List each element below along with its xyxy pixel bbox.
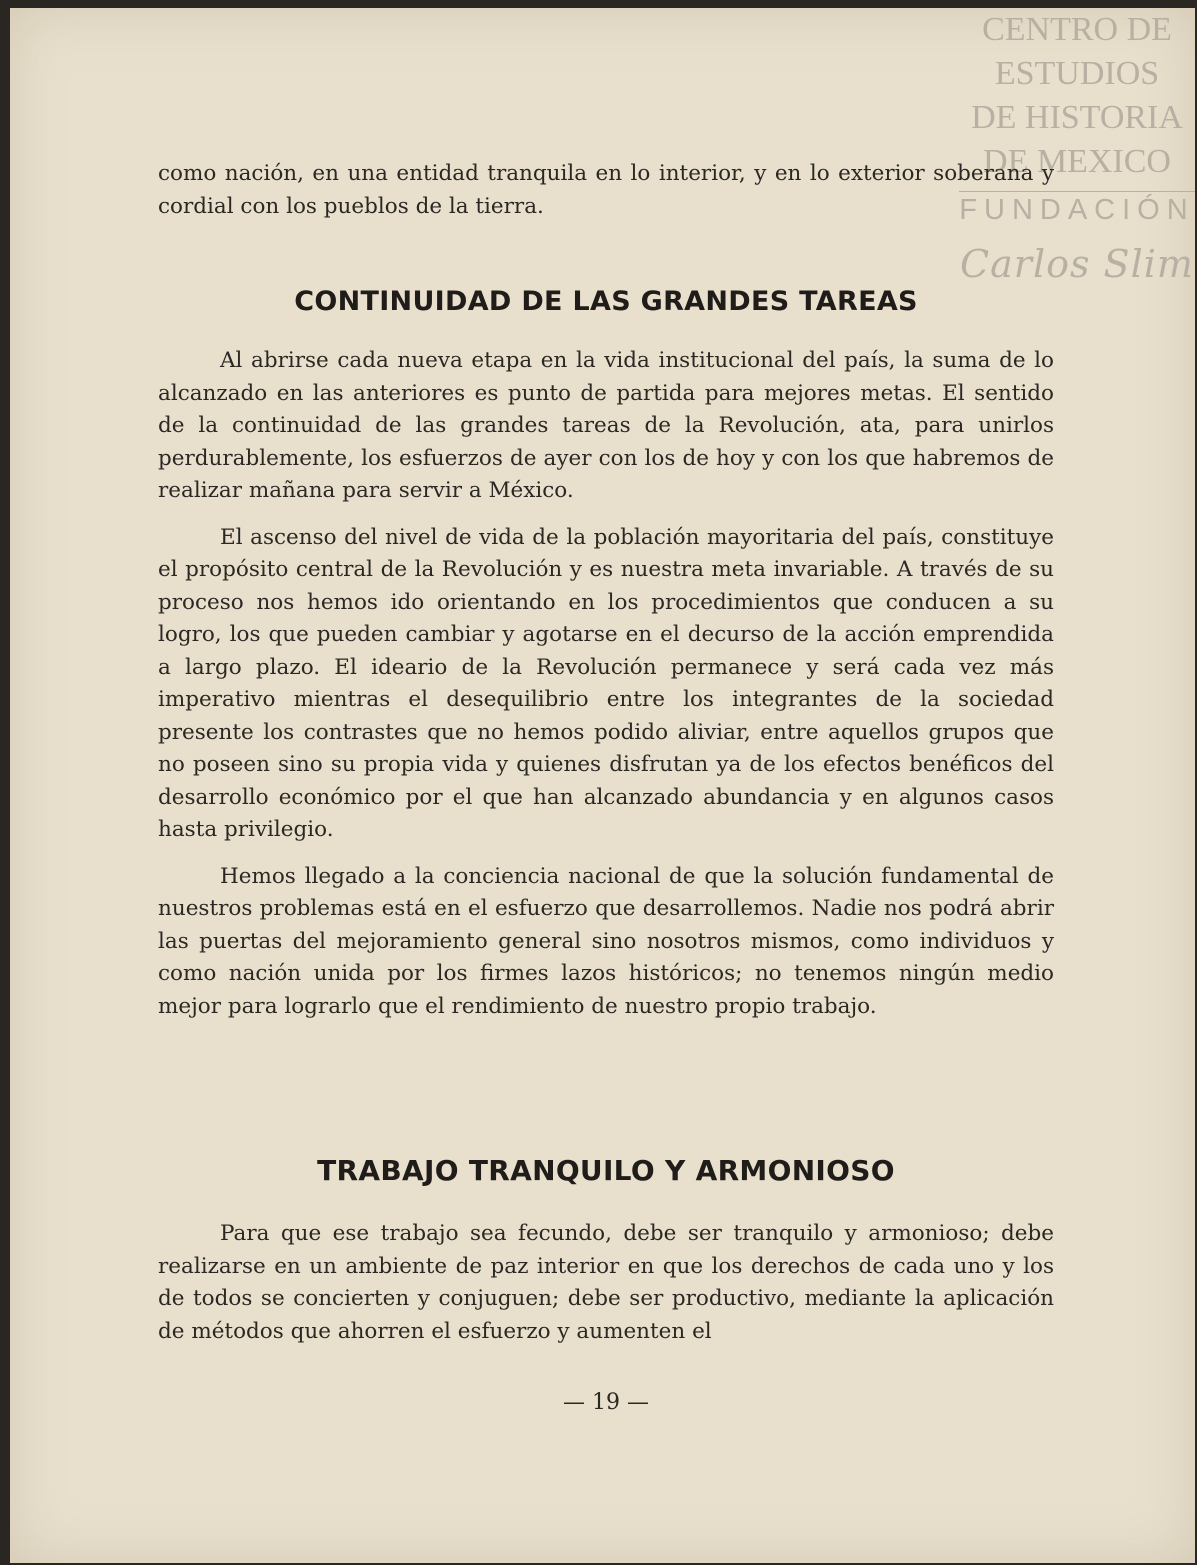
watermark-line: ESTUDIOS (994, 55, 1160, 92)
document-page (10, 8, 1195, 1563)
section-body-continuidad (158, 345, 1054, 1037)
watermark-line: CENTRO DE (982, 11, 1172, 48)
body-paragraph: Al abrirse cada nueva etapa en la vida institucional del país, la suma de lo alcanzado en las anteriores es punto de partida para mejores metas. El sentido de la continuidad de las grandes tareas de la Revolución, ata, para unirlos perdurablemente, los esfuerzos de ayer con los de hoy y con los que habremos de realizar mañana para servir a México. (158, 348, 1054, 503)
body-paragraph: Para que ese trabajo sea fecundo, debe ser tranquilo y armonioso; debe realizarse en un ambiente de paz interior en que los derechos de cada uno y los de todos se concierten y conjuguen; debe ser productivo, mediante la aplicación de métodos que ahorren el esfuerzo y aumenten el (158, 1221, 1054, 1344)
page-number: — 19 — (563, 1390, 649, 1415)
archive-watermark (959, 8, 1195, 286)
watermark-foundation: FUNDACIÓN (959, 194, 1195, 226)
section-body-trabajo (158, 1218, 1054, 1362)
body-paragraph: El ascenso del nivel de vida de la población mayoritaria del país, constituye el propósito central de la Revolución y es nuestra meta invariable. A través de su proceso nos hemos ido orientando en los procedimientos que conducen a su logro, los que pueden cambiar y agotarse en el decurso de la acción emprendida a largo plazo. El ideario de la Revolución permanece y será cada vez más imperativo mientras el desequilibrio entre los integrantes de la sociedad presente los contrastes que no hemos podido aliviar, entre aquellos grupos que no poseen sino su propia vida y quienes disfrutan ya de los efectos benéficos del desarrollo económico por el que han alcanzado abundancia y en algunos casos hasta privilegio. (158, 524, 1054, 842)
section-heading-continuidad: CONTINUIDAD DE LAS GRANDES TAREAS (294, 286, 918, 317)
intro-paragraph: como nación, en una entidad tranquila en lo interior, y en lo exterior soberana y cordial con los pueblos de la tierra. (158, 161, 1054, 219)
intro-block (158, 158, 1054, 237)
section-heading-trabajo: TRABAJO TRANQUILO Y ARMONIOSO (317, 1154, 895, 1187)
body-paragraph: Hemos llegado a la conciencia nacional de que la solución fundamental de nuestros problemas está en el esfuerzo que desarrollemos. Nadie nos podrá abrir las puertas del mejoramiento general sino nosotros mismos, como individuos y como nación unida por los firmes lazos históricos; no tenemos ningún medio mejor para lograrlo que el rendimiento de nuestro propio trabajo. (158, 863, 1054, 1019)
watermark-signature: Carlos Slim (960, 242, 1194, 286)
watermark-line: DE HISTORIA (971, 99, 1183, 136)
watermark-line: DE MEXICO (983, 143, 1171, 180)
